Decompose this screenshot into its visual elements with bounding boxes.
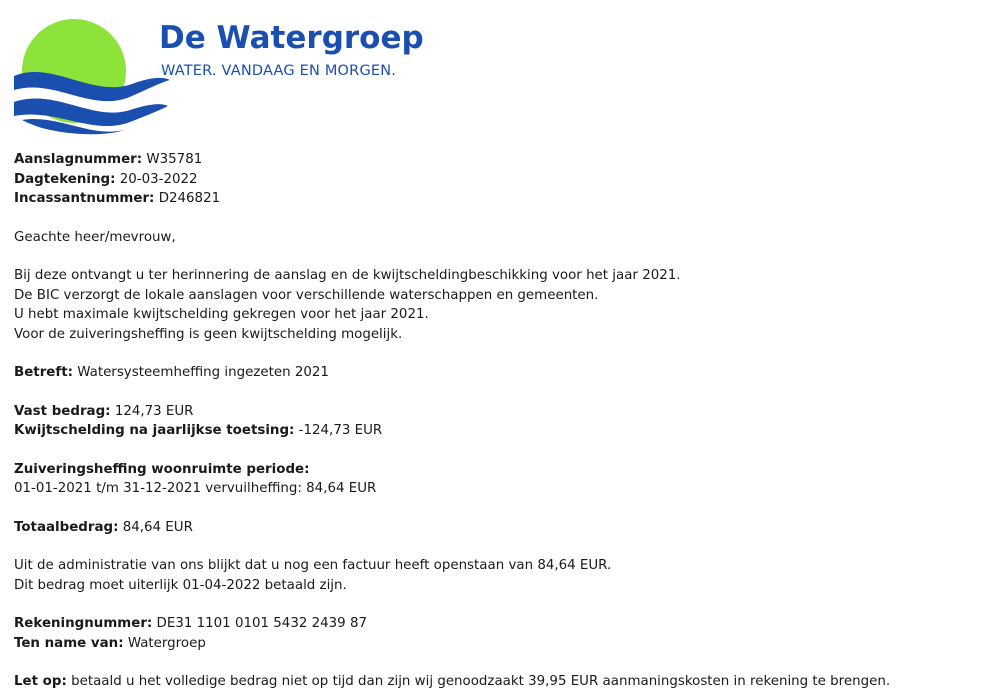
warning-value: betaald u het volledige bedrag niet op tijd dan zijn wij genoodzaakt 39,95 EUR aanmaningskosten in rekening te brengen. bbox=[71, 674, 891, 689]
subject-row bbox=[14, 363, 984, 383]
date-value: 20-03-2022 bbox=[119, 171, 198, 187]
collector-number-value: D246821 bbox=[158, 191, 221, 206]
total-value: 84,64 EUR bbox=[122, 519, 193, 535]
remission-row bbox=[14, 421, 984, 441]
remission-label: Kwijtschelding na jaarlijkse toetsing: bbox=[14, 423, 295, 438]
date-label: Dagtekening: bbox=[14, 171, 116, 187]
assessment-number-row bbox=[14, 150, 984, 170]
account-number-value: DE31 1101 0101 5432 2439 87 bbox=[156, 616, 367, 631]
account-holder-row bbox=[14, 634, 984, 654]
account-number-label: Rekeningnummer: bbox=[14, 616, 153, 631]
notice-line: Uit de administratie van ons blijkt dat u nog een factuur heeft openstaan van 84,64 EUR. bbox=[14, 558, 612, 573]
intro-line: Bij deze ontvangt u ter herinnering de aanslag en de kwijtscheldingbeschikking voor het jaar 2021. bbox=[14, 268, 681, 283]
account-number-row bbox=[14, 614, 984, 634]
fixed-amount-label: Vast bedrag: bbox=[14, 403, 111, 419]
total-label: Totaalbedrag: bbox=[14, 519, 119, 535]
intro-line: U hebt maximale kwijtschelding gekregen voor het jaar 2021. bbox=[14, 307, 429, 322]
brand-name: De Watergroep bbox=[159, 20, 424, 56]
intro-line: Voor de zuiveringsheffing is geen kwijtschelding mogelijk. bbox=[14, 326, 403, 342]
collector-number-label: Incassantnummer: bbox=[14, 191, 155, 206]
assessment-number-label: Aanslagnummer: bbox=[14, 152, 143, 167]
watergroep-logo-icon bbox=[12, 18, 172, 136]
letter-header bbox=[12, 18, 432, 136]
remission-value: -124,73 EUR bbox=[298, 423, 383, 438]
fixed-amount-value: 124,73 EUR bbox=[114, 403, 194, 419]
assessment-number-value: W35781 bbox=[146, 152, 203, 167]
warning-row bbox=[14, 672, 984, 692]
intro-line: De BIC verzorgt de lokale aanslagen voor verschillende waterschappen en gemeenten. bbox=[14, 287, 599, 303]
account-holder-label: Ten name van: bbox=[14, 635, 124, 651]
greeting: Geachte heer/mevrouw, bbox=[14, 229, 176, 245]
purification-line: 01-01-2021 t/m 31-12-2021 vervuilheffing: 84,64 EUR bbox=[14, 481, 377, 496]
total-row bbox=[14, 518, 984, 538]
letter-body bbox=[14, 150, 984, 692]
account-holder-value: Watergroep bbox=[127, 635, 206, 651]
brand-tagline: WATER. VANDAAG EN MORGEN. bbox=[161, 63, 397, 79]
warning-label: Let op: bbox=[14, 674, 67, 689]
collector-number-row bbox=[14, 189, 984, 209]
date-row bbox=[14, 170, 984, 190]
subject-label: Betreft: bbox=[14, 365, 73, 380]
notice-line: Dit bedrag moet uiterlijk 01-04-2022 betaald zijn. bbox=[14, 577, 347, 593]
subject-value: Watersysteemheffing ingezeten 2021 bbox=[77, 365, 329, 380]
fixed-amount-row bbox=[14, 402, 984, 422]
purification-heading: Zuiveringsheffing woonruimte periode: bbox=[14, 461, 310, 477]
